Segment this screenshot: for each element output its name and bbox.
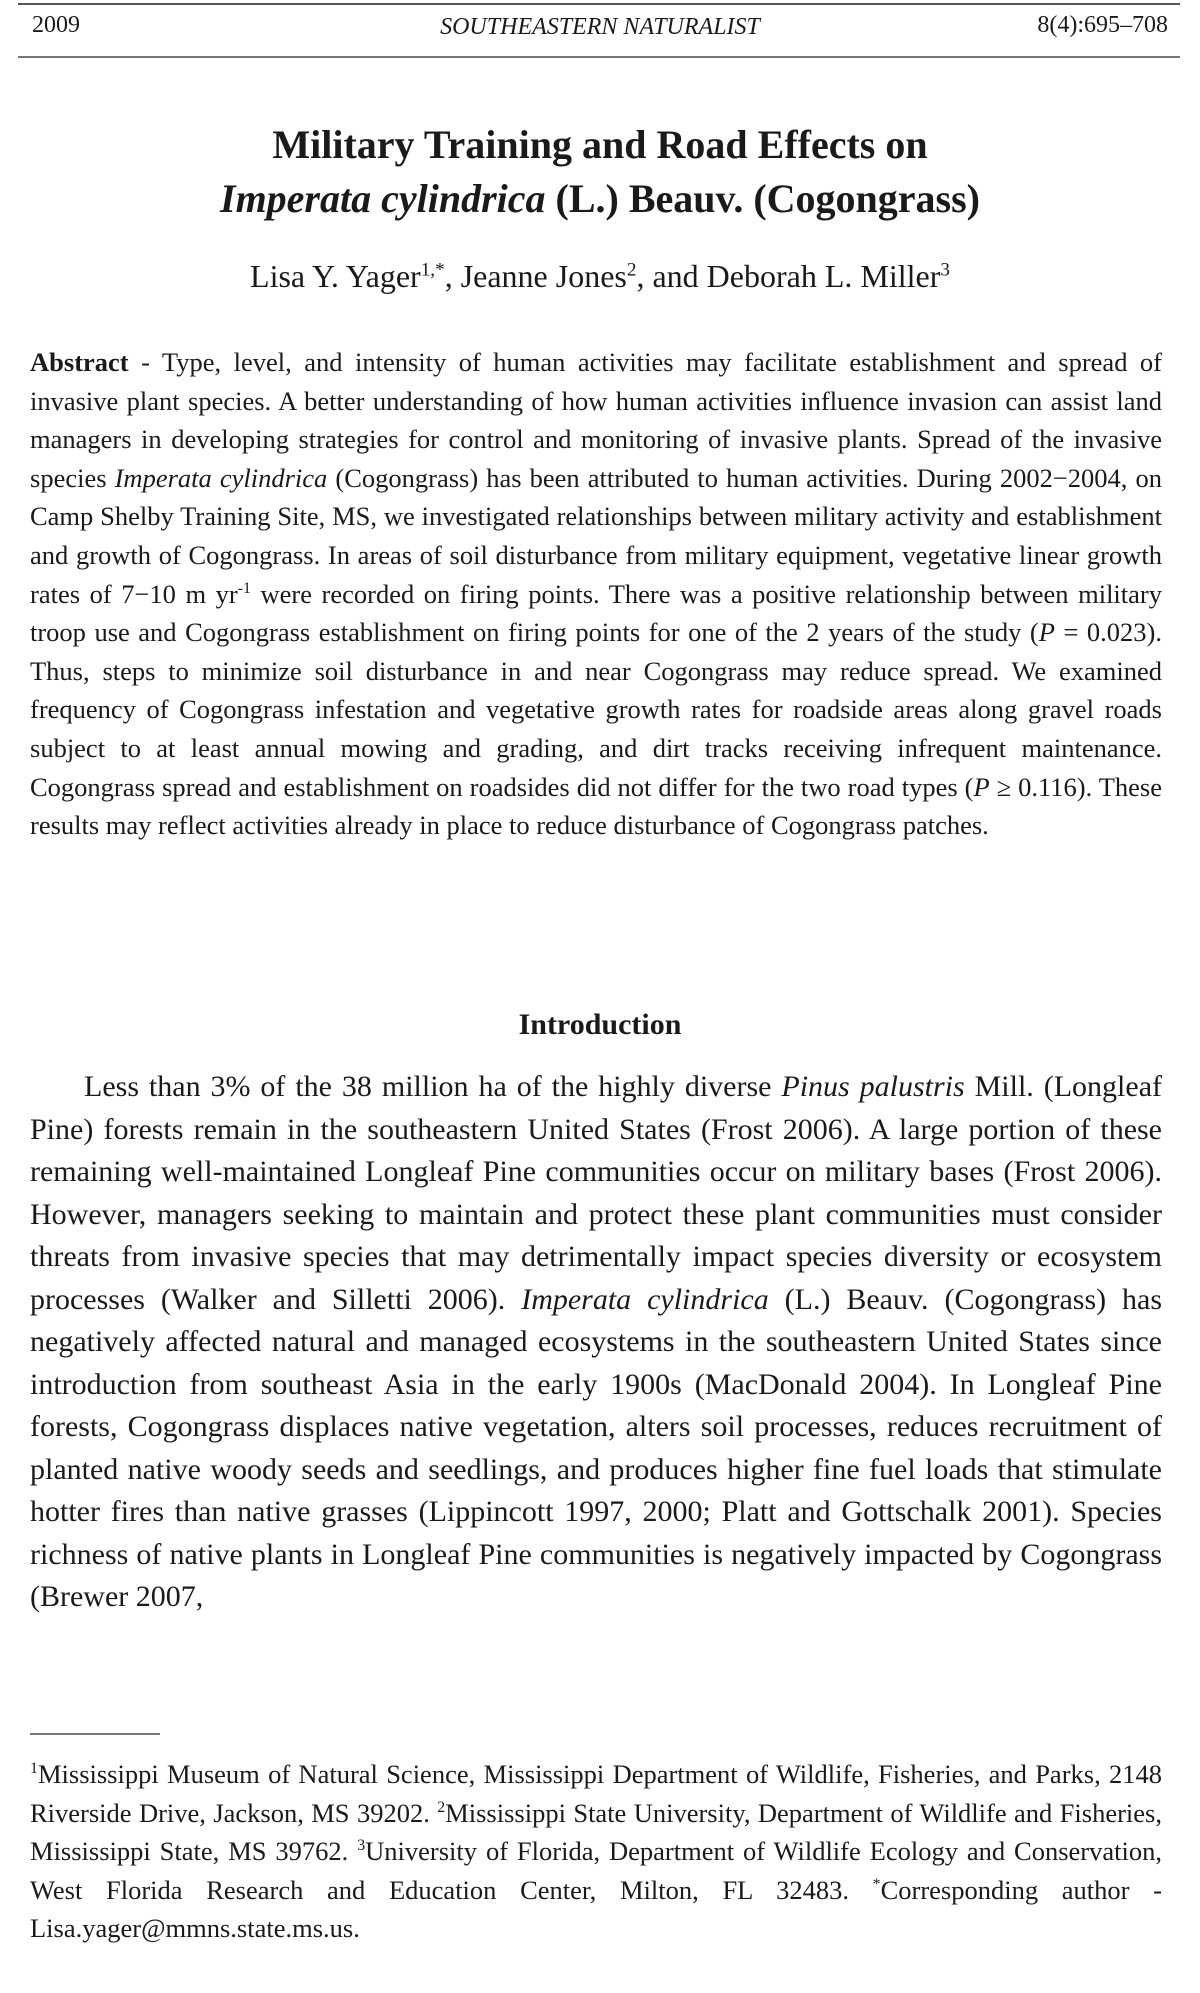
title-line-1: Military Training and Road Effects on (272, 122, 928, 167)
introduction-paragraph (30, 1066, 1162, 1619)
title-line-2 (0, 172, 1200, 226)
superscript: -1 (237, 579, 251, 597)
header-top-rule (18, 3, 1180, 5)
header-bottom-rule (18, 56, 1180, 58)
abstract (30, 343, 1162, 845)
affiliation-footnotes (30, 1755, 1162, 1948)
text-segment: Mississippi Museum of Natural Science, Mississippi Department of Wildlife, Fisheries, and Parks, 2148 Riverside Drive, Jackson, MS 39202. (30, 1759, 1162, 1828)
superscript: 2 (437, 1798, 446, 1816)
italic-text: Imperata cylindrica (114, 462, 328, 493)
text-segment: Corresponding author - Lisa.yager@mmns.state.ms.us. (30, 1874, 1162, 1944)
author-separator: , (444, 258, 461, 294)
author-list (0, 258, 1200, 295)
italic-text: P (1038, 617, 1055, 648)
footnote-separator (30, 1733, 160, 1735)
text-segment: were recorded on firing points. There was a positive relationship between military troop use and Cogongrass establishment on firing points for one of the 2 years of the study ( (30, 578, 1162, 648)
running-header (32, 12, 1168, 46)
text-segment: Less than 3% of the 38 million ha of the highly diverse (84, 1070, 782, 1103)
section-heading-introduction: Introduction (518, 1008, 682, 1041)
author-affiliation-marker: 2 (626, 259, 637, 281)
author-affiliation-marker: 3 (940, 259, 950, 281)
italic-text: Imperata cylindrica (521, 1282, 769, 1316)
text-segment: - Type, level, and intensity of human activities may facilitate establishment and spread of invasive plant species. A better understanding of how human activities influence invasion can assist land managers in developing strategies for control and monitoring of invasive plants. Spread of the invasive species (30, 347, 1162, 493)
text-segment: ≥ 0.116). These results may reflect activities already in place to reduce disturbance of Cogongrass patches. (30, 771, 1162, 841)
title-species-name: Imperata cylindrica (220, 176, 546, 221)
text-segment: Mississippi State University, Department of Wildlife and Fisheries, Mississippi State, MS 39762. (30, 1797, 1162, 1867)
author-name: Jeanne Jones (460, 258, 627, 294)
superscript: * (872, 1875, 881, 1893)
superscript: 3 (357, 1837, 366, 1855)
header-journal-name: SOUTHEASTERN NATURALIST (440, 14, 760, 40)
italic-text: P (973, 771, 990, 802)
author-separator: , and (636, 258, 707, 294)
header-volume-pages: 8(4):695–708 (1037, 12, 1168, 38)
author-affiliation-marker: 1,* (420, 259, 445, 281)
author-name: Lisa Y. Yager (250, 258, 421, 294)
text-segment: (L.) Beauv. (Cogongrass) has negatively affected natural and managed ecosystems in the southeastern United States since introduction from southeast Asia in the early 1900s (MacDonald 2004). In Longleaf Pine forests, Cogongrass displaces native vegetation, alters soil processes, reduces recruitment of planted native woody seeds and seedlings, and produces higher fine fuel loads that stimulate hotter fires than native grasses (Lippincott 1997, 2000; Platt and Gottschalk 2001). Species richness of native plants in Longleaf Pine communities is negatively impacted by Cogongrass (Brewer 2007, (30, 1282, 1163, 1613)
article-title (0, 118, 1200, 226)
text-segment: Mill. (Longleaf Pine) forests remain in the southeastern United States (Frost 2006). A large portion of these remaining well-maintained Longleaf Pine communities occur on military bases (Frost 2006). However, managers seeking to maintain and protect these plant communities must consider threats from invasive species that may detrimentally impact species diversity or ecosystem processes (Walker and Silletti 2006). (30, 1070, 1163, 1316)
abstract-label: Abstract (30, 347, 129, 377)
author-name: Deborah L. Miller (706, 258, 941, 294)
text-segment: = 0.023). Thus, steps to minimize soil disturbance in and near Cogongrass may reduce spread. We examined frequency of Cogongrass infestation and vegetative growth rates for roadside areas along gravel roads subject to at least annual mowing and grading, and dirt tracks receiving infrequent maintenance. Cogongrass spread and establishment on roadsides did not differ for the two road types ( (30, 617, 1162, 802)
superscript: 1 (30, 1760, 38, 1778)
text-segment: (Cogongrass) has been attributed to human activities. During 2002−2004, on Camp Shelby Training Site, MS, we investigated relationships between military activity and establishment and growth of Cogongrass. In areas of soil disturbance from military equipment, vegetative linear growth rates of 7−10 m yr (30, 462, 1162, 609)
abstract-body (30, 347, 1162, 840)
italic-text: Pinus palustris (781, 1070, 965, 1103)
text-segment: University of Florida, Department of Wildlife Ecology and Conservation, West Florida Research and Education Center, Milton, FL 32483. (30, 1836, 1162, 1905)
title-line-2-rest: (L.) Beauv. (Cogongrass) (545, 176, 980, 221)
header-year: 2009 (32, 12, 80, 38)
